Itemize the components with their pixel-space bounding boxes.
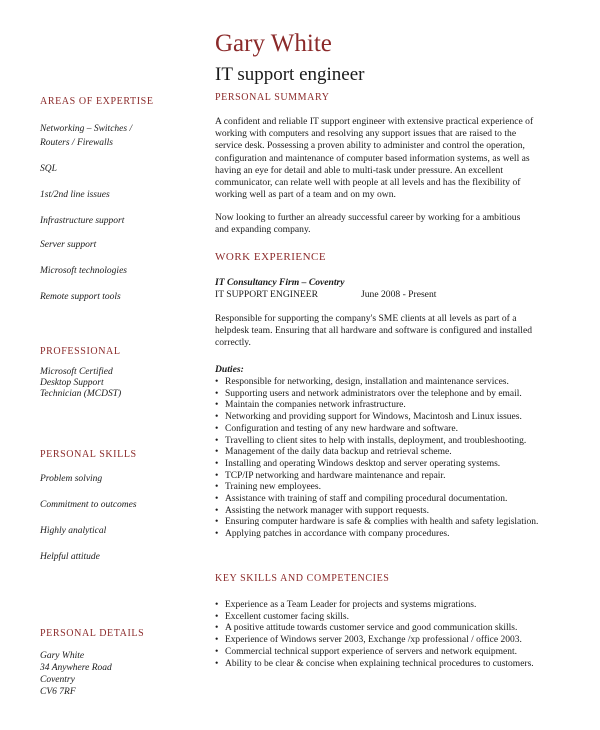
summary-line: service desk. Possessing a proven ability to administer and control the operation, bbox=[215, 140, 525, 152]
work-desc-line: helpdesk team. Ensuring that all hardware and software is configured and installed bbox=[215, 325, 533, 337]
work-desc-line: correctly. bbox=[215, 337, 251, 349]
summary-paragraph bbox=[215, 116, 575, 201]
expertise-item: SQL bbox=[40, 164, 57, 174]
list-item: • Experience of Windows server 2003, Exchange /xp professional / office 2003. bbox=[215, 635, 534, 647]
duties-list bbox=[215, 377, 538, 541]
expertise-item: 1st/2nd line issues bbox=[40, 190, 110, 200]
details-line: Gary White bbox=[40, 651, 85, 661]
list-item: • Installing and operating Windows desktop and server operating systems. bbox=[215, 459, 538, 471]
expertise-heading: AREAS OF EXPERTISE bbox=[40, 96, 154, 107]
summary-line: communicator, can relate well with people at all levels and has the flexibility of bbox=[215, 177, 521, 189]
professional-line: Microsoft Certified bbox=[40, 367, 113, 377]
summary-line: working well as part of a team and on my own. bbox=[215, 189, 396, 201]
resume-name: Gary White bbox=[215, 30, 332, 57]
summary-line: configuration and maintenance of computer based information systems, as well as bbox=[215, 152, 530, 164]
expertise-item: Routers / Firewalls bbox=[40, 138, 114, 148]
list-item: • Applying patches in accordance with company procedures. bbox=[215, 529, 538, 541]
professional-line: Desktop Support bbox=[40, 378, 104, 388]
list-item: • TCP/IP networking and hardware maintenance and repair. bbox=[215, 471, 538, 483]
expertise-item: Microsoft technologies bbox=[40, 266, 127, 276]
work-description bbox=[215, 313, 575, 350]
professional-line: Technician (MCDST) bbox=[40, 389, 122, 399]
details-heading: PERSONAL DETAILS bbox=[40, 628, 145, 639]
list-item: • Networking and providing support for Windows, Macintosh and Linux issues. bbox=[215, 412, 538, 424]
details-line: CV6 7RF bbox=[40, 687, 76, 697]
summary-paragraph-2 bbox=[215, 212, 575, 236]
list-item: • Responsible for networking, design, installation and maintenance services. bbox=[215, 377, 538, 389]
skill-item: Commitment to outcomes bbox=[40, 500, 137, 510]
list-item: • Training new employees. bbox=[215, 482, 538, 494]
list-item: • Assisting the network manager with support requests. bbox=[215, 506, 538, 518]
summary-line: Now looking to further an already successful career by working for a ambitious bbox=[215, 212, 521, 223]
list-item: • A positive attitude towards customer service and good communication skills. bbox=[215, 623, 534, 635]
expertise-item: Server support bbox=[40, 240, 97, 250]
key-skills-list bbox=[215, 600, 534, 670]
summary-line: working with computers and resolving any support issues that are raised to the bbox=[215, 128, 517, 140]
list-item: • Experience as a Team Leader for projects and systems migrations. bbox=[215, 600, 534, 612]
work-company: IT Consultancy Firm – Coventry bbox=[215, 277, 345, 288]
details-line: Coventry bbox=[40, 675, 75, 685]
list-item: • Excellent customer facing skills. bbox=[215, 612, 534, 624]
list-item: • Management of the daily data backup and retrieval scheme. bbox=[215, 447, 538, 459]
work-desc-line: Responsible for supporting the company's SME clients at all levels as part of a bbox=[215, 313, 517, 324]
list-item: • Configuration and testing of any new hardware and software. bbox=[215, 424, 538, 436]
summary-line: A confident and reliable IT support engineer with extensive practical experience of bbox=[215, 116, 534, 127]
key-skills-heading: KEY SKILLS AND COMPETENCIES bbox=[215, 573, 390, 584]
skill-item: Highly analytical bbox=[40, 526, 107, 536]
details-line: 34 Anywhere Road bbox=[40, 663, 112, 673]
summary-heading: PERSONAL SUMMARY bbox=[215, 92, 330, 103]
list-item: • Assistance with training of staff and compiling procedural documentation. bbox=[215, 494, 538, 506]
list-item: • Maintain the companies network infrastructure. bbox=[215, 400, 538, 412]
work-position: IT SUPPORT ENGINEER bbox=[215, 289, 319, 300]
list-item: • Ensuring computer hardware is safe & complies with health and safety legislation. bbox=[215, 517, 538, 529]
skills-heading: PERSONAL SKILLS bbox=[40, 449, 137, 460]
work-dates: June 2008 - Present bbox=[361, 289, 437, 300]
professional-heading: PROFESSIONAL bbox=[40, 346, 121, 357]
list-item: • Ability to be clear & concise when explaining technical procedures to customers. bbox=[215, 659, 534, 671]
resume-title: IT support engineer bbox=[215, 64, 365, 85]
skill-item: Problem solving bbox=[40, 474, 103, 484]
list-item: • Travelling to client sites to help with installs, deployment, and troubleshooting. bbox=[215, 436, 538, 448]
summary-line: and expanding company. bbox=[215, 224, 311, 236]
work-heading: WORK EXPERIENCE bbox=[215, 251, 327, 263]
expertise-item: Remote support tools bbox=[40, 292, 121, 302]
duties-label: Duties: bbox=[215, 364, 244, 375]
expertise-item: Networking – Switches / bbox=[40, 124, 133, 134]
list-item: • Supporting users and network administrators over the telephone and by email. bbox=[215, 389, 538, 401]
expertise-item: Infrastructure support bbox=[40, 216, 125, 226]
summary-line: having an eye for detail and able to multi-task under pressure. An excellent bbox=[215, 164, 503, 176]
skill-item: Helpful attitude bbox=[40, 552, 100, 562]
list-item: • Commercial technical support experience of servers and network equipment. bbox=[215, 647, 534, 659]
